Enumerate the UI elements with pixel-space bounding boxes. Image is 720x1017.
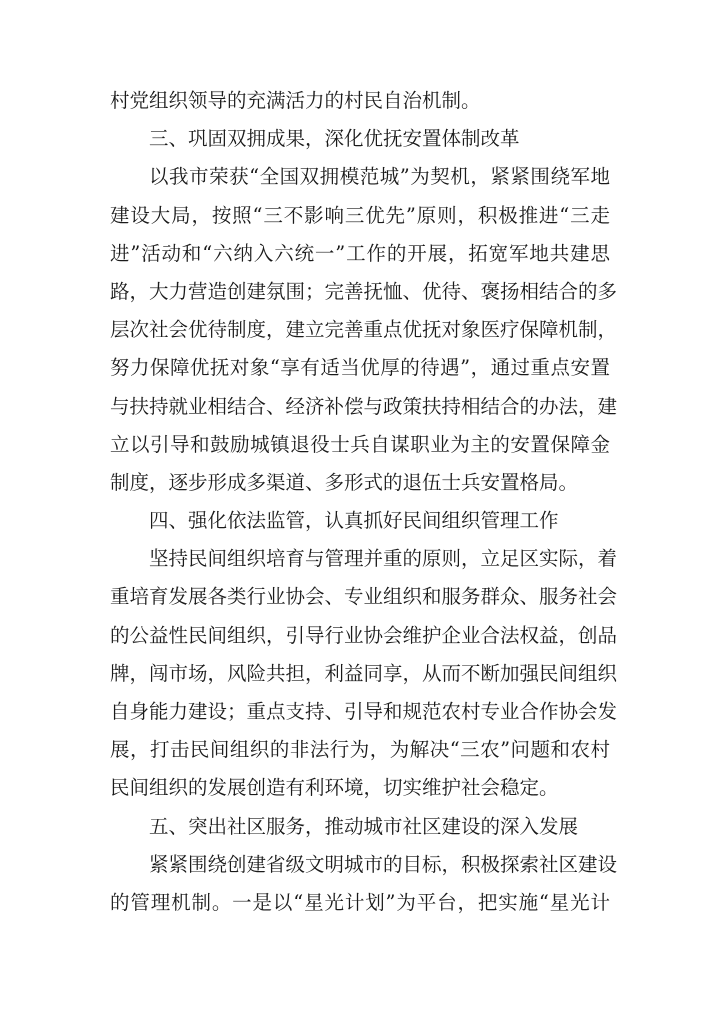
text-line: 村党组织领导的充满活力的村民自治机制。 bbox=[110, 89, 481, 112]
text-line: 民间组织的发展创造有利环境，切实维护社会稳定。 bbox=[110, 776, 559, 800]
text-line: 努力保障优抚对象“享有适当优厚的待遇”，通过重点安置 bbox=[110, 356, 610, 380]
document-page bbox=[110, 82, 618, 922]
text-line: 的管理机制。一是以“星光计划”为平台，把实施“星光计 bbox=[110, 890, 610, 914]
text-line: 自身能力建设；重点支持、引导和规范农村专业合作协会发 bbox=[110, 700, 618, 723]
text-line: 与扶持就业相结合、经济补偿与政策扶持相结合的办法，建 bbox=[110, 394, 618, 418]
text-line: 以我市荣获“全国双拥模范城”为契机，紧紧围绕军地 bbox=[149, 165, 610, 189]
section-heading: 五、突出社区服务，推动城市社区建设的深入发展 bbox=[149, 814, 579, 838]
text-line: 制度，逐步形成多渠道、多形式的退伍士兵安置格局。 bbox=[110, 470, 579, 494]
text-line: 紧紧围绕创建省级文明城市的目标，积极探索社区建设 bbox=[149, 852, 618, 876]
text-line: 路，大力营造创建氛围；完善抚恤、优待、褒扬相结合的多 bbox=[110, 279, 618, 303]
text-line: 层次社会优待制度，建立完善重点优抚对象医疗保障机制， bbox=[110, 318, 618, 342]
text-line: 进”活动和“六纳入六统一”工作的开展，拓宽军地共建思 bbox=[110, 241, 610, 265]
text-line: 重培育发展各类行业协会、专业组织和服务群众、服务社会 bbox=[110, 585, 618, 609]
text-line: 坚持民间组织培育与管理并重的原则，立足区实际，着 bbox=[149, 547, 618, 571]
text-line: 立以引导和鼓励城镇退役士兵自谋职业为主的安置保障金 bbox=[110, 432, 610, 456]
text-line: 的公益性民间组织，引导行业协会维护企业合法权益，创品 bbox=[110, 623, 618, 647]
text-line: 牌，闯市场，风险共担，利益同享，从而不断加强民间组织 bbox=[110, 661, 618, 685]
text-line: 展，打击民间组织的非法行为，为解决“三农”问题和农村 bbox=[110, 738, 610, 762]
section-heading: 四、强化依法监管，认真抓好民间组织管理工作 bbox=[149, 509, 559, 533]
text-line: 建设大局，按照“三不影响三优先”原则，积极推进“三走 bbox=[110, 203, 610, 227]
section-heading: 三、巩固双拥成果，深化优抚安置体制改革 bbox=[149, 127, 520, 151]
